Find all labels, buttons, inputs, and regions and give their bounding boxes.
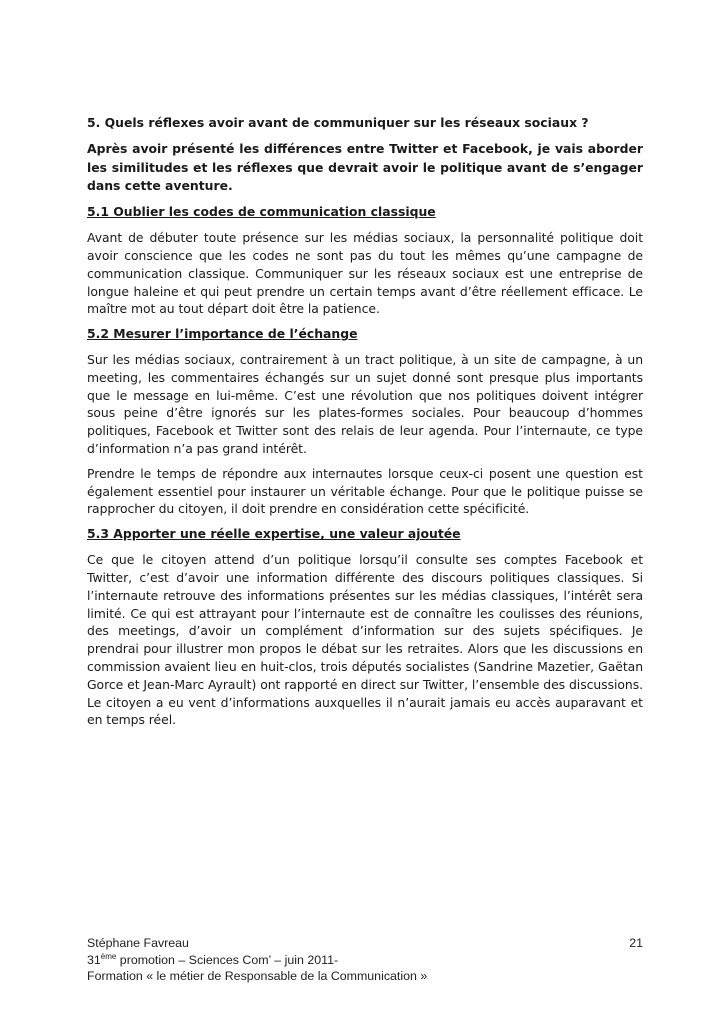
subsection-title-5-1: 5.1 Oublier les codes de communication classique (87, 204, 436, 220)
page-content (87, 113, 643, 736)
footer-author: Stéphane Favreau (87, 936, 189, 950)
section-intro: Après avoir présenté les différences entre Twitter et Facebook, je vais aborder les similitudes et les réflexes que devrait avoir le politique avant de s’engager dans cette aventure. (87, 141, 643, 194)
paragraph-5-2-b: Prendre le temps de répondre aux internautes lorsque ceux-ci posent une question est également essentiel pour instaurer un véritable échange. Pour que le politique puisse se rapprocher du citoyen, il doit prendre en considération cette spécificité. (87, 465, 643, 517)
footer-promo-number: 31 (87, 952, 101, 967)
page-footer (87, 935, 643, 985)
paragraph-5-3: Ce que le citoyen attend d’un politique lorsqu’il consulte ses comptes Facebook et Twitter, c’est d’avoir une information différente des discours politiques classiques. Si l’internaute retrouve des informations présentes sur les médias classiques, l’intérêt sera limité. Ce qui est attrayant pour l’internaute est de connaître les coulisses des réunions, des meetings, d’avoir un complément d’information sur des sujets spécifiques. Je prendrai pour illustrer mon propos le débat sur les retraites. Alors que les discussions en commission avaient lieu en huit-clos, trois députés socialistes (Sandrine Mazetier, Gaëtan Gorce et Jean-Marc Ayrault) ont rapporté en direct sur Twitter, l’ensemble des discussions. Le citoyen a eu vent d’informations auxquelles il n’aurait jamais eu accès auparavant et en temps réel. (87, 552, 643, 728)
footer-formation: Formation « le métier de Responsable de la Communication » (87, 969, 428, 983)
section-heading: 5. Quels réflexes avoir avant de communiquer sur les réseaux sociaux ? (87, 115, 589, 130)
footer-promotion-line (87, 952, 643, 969)
footer-author-line (87, 935, 643, 952)
footer-promo-text: promotion – Sciences Com’ – juin 2011- (116, 952, 339, 967)
subsection-title-5-2: 5.2 Mesurer l’importance de l’échange (87, 326, 358, 342)
paragraph-5-2-a: Sur les médias sociaux, contrairement à un tract politique, à un site de campagne, à un meeting, les commentaires échangés sur un sujet donné sont presque plus importants que le message en lui-même. C’est une révolution que nos politiques doivent intégrer sous peine d’être ignorés sur les plates-formes sociales. Pour beaucoup d’hommes politiques, Facebook et Twitter sont des relais de leur agenda. Pour l’internaute, ce type d’information n’a pas grand intérêt. (87, 352, 643, 457)
footer-promo-superscript: ème (100, 951, 117, 961)
page-number: 21 (629, 936, 643, 950)
paragraph-5-1: Avant de débuter toute présence sur les médias sociaux, la personnalité politique doit avoir conscience que les codes ne sont pas du tout les mêmes qu’une campagne de communication classique. Communiquer sur les réseaux sociaux est une entreprise de longue haleine et qui peut prendre un certain temps avant d’être réellement efficace. Le maître mot au tout départ doit être la patience. (87, 230, 643, 317)
subsection-title-5-3: 5.3 Apporter une réelle expertise, une valeur ajoutée (87, 526, 461, 542)
